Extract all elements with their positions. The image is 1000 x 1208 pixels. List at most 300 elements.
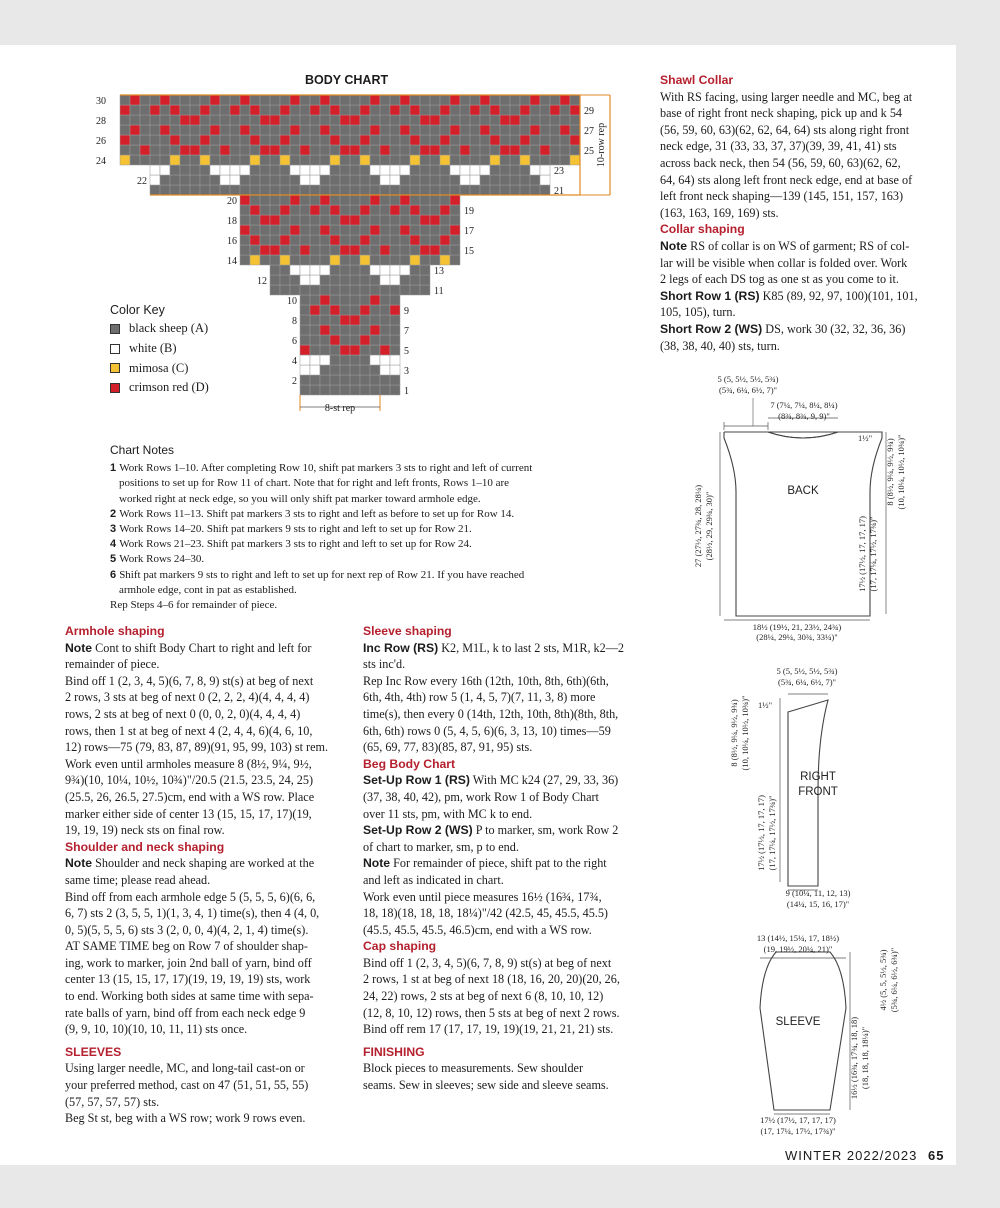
chart-cell <box>420 115 430 125</box>
chart-cell <box>260 105 270 115</box>
chart-cell <box>350 265 360 275</box>
chart-cell <box>460 165 470 175</box>
chart-cell <box>550 135 560 145</box>
row-label-right: 9 <box>404 306 409 317</box>
chart-cell <box>140 155 150 165</box>
setup-row-1-key: Set-Up Row 1 (RS) <box>363 773 470 788</box>
chart-cell <box>340 125 350 135</box>
chart-cell <box>240 95 250 105</box>
chart-cell <box>260 175 270 185</box>
page-footer <box>785 1148 944 1163</box>
chart-cell <box>240 145 250 155</box>
shoulder-text: rate balls of yarn, bind off from each neck edge 9 <box>65 1005 306 1020</box>
chart-cell <box>290 105 300 115</box>
armhole-text: Cont to shift Body Chart to right and left for <box>92 640 312 655</box>
chart-cell <box>390 205 400 215</box>
sleeves-line <box>65 1094 345 1111</box>
short-row-2-line <box>660 338 945 355</box>
chart-cell <box>280 225 290 235</box>
chart-cell <box>530 185 540 195</box>
chart-cell <box>400 115 410 125</box>
chart-cell <box>390 355 400 365</box>
back-side-b: (17, 17¼, 17½, 17¾)" <box>868 516 878 592</box>
chart-cell <box>230 155 240 165</box>
chart-cell <box>220 185 230 195</box>
chart-cell <box>250 255 260 265</box>
chart-cell <box>370 315 380 325</box>
chart-cell <box>380 375 390 385</box>
row-label-right: 27 <box>584 126 594 137</box>
chart-cell <box>180 145 190 155</box>
chart-cell <box>440 125 450 135</box>
chart-cell <box>400 185 410 195</box>
chart-cell <box>450 95 460 105</box>
sleeve-shaping-text: sts inc'd. <box>363 657 406 672</box>
chart-cell <box>390 165 400 175</box>
chart-cell <box>490 135 500 145</box>
cap-text: 24, 22) rows, 2 sts at beg of next 6 (8, 10, 10, 12) <box>363 989 604 1004</box>
chart-cell <box>490 185 500 195</box>
chart-cell <box>330 345 340 355</box>
chart-cell <box>360 195 370 205</box>
chart-cell <box>540 145 550 155</box>
chart-cell <box>460 125 470 135</box>
chart-cell <box>250 175 260 185</box>
shawl-text: (56, 59, 60, 63)(62, 62, 64, 64) sts along right front <box>660 122 910 137</box>
chart-cell <box>490 145 500 155</box>
chart-cell <box>290 265 300 275</box>
cap-text: 2 rows, 1 st at beg of next 18 (18, 16, 20, 20)(20, 26, <box>363 972 620 987</box>
chart-cell <box>420 275 430 285</box>
chart-cell <box>380 345 390 355</box>
chart-cell <box>510 105 520 115</box>
chart-cell <box>170 165 180 175</box>
chart-cell <box>340 95 350 105</box>
chart-cell <box>290 245 300 255</box>
shawl-text: left front neck shaping—139 (145, 151, 157, 163) <box>660 189 904 204</box>
front-top-a: 5 (5, 5½, 5½, 5¾) <box>776 666 838 676</box>
shawl-text: 64, 64) sts along left front neck edge, end at base of <box>660 172 913 187</box>
chart-cell <box>250 95 260 105</box>
row-label-left: 24 <box>96 156 106 167</box>
chart-cell <box>190 185 200 195</box>
chart-cell <box>160 155 170 165</box>
chart-cell <box>140 105 150 115</box>
chart-cell <box>340 145 350 155</box>
chart-cell <box>430 225 440 235</box>
chart-cell <box>260 145 270 155</box>
chart-cell <box>540 105 550 115</box>
chart-cell <box>460 95 470 105</box>
chart-cell <box>420 155 430 165</box>
chart-cell <box>370 155 380 165</box>
chart-cell <box>320 145 330 155</box>
sleeve-len-b: (18, 18, 18, 18¼)" <box>860 1026 870 1090</box>
chart-cell <box>280 145 290 155</box>
chart-cell <box>240 255 250 265</box>
cap-line <box>363 971 643 988</box>
chart-cell <box>360 315 370 325</box>
chart-cell <box>360 115 370 125</box>
chart-cell <box>260 125 270 135</box>
chart-cell <box>410 155 420 165</box>
chart-cell <box>130 135 140 145</box>
shoulder-line <box>65 971 345 988</box>
chart-cell <box>170 135 180 145</box>
sleeve-top-b: (19, 19½, 20¼, 21)" <box>763 944 833 954</box>
row-label-right: 1 <box>404 386 409 397</box>
chart-cell <box>400 165 410 175</box>
back-top-a: 5 (5, 5½, 5½, 5¾) <box>717 374 779 384</box>
shoulder-text: 0, 5)(5, 5, 5, 6) sts 3 (2, 0, 0, 4)(4, 2, 1, 4) time(s). <box>65 922 309 937</box>
chart-cell <box>440 175 450 185</box>
chart-cell <box>300 175 310 185</box>
chart-cell <box>310 125 320 135</box>
row-label-left: 26 <box>96 136 106 147</box>
chart-cell <box>210 105 220 115</box>
chart-cell <box>320 205 330 215</box>
armhole-line <box>65 706 345 723</box>
note-step-number: 4 <box>110 538 120 551</box>
chart-cell <box>470 95 480 105</box>
chart-cell <box>280 255 290 265</box>
chart-cell <box>390 385 400 395</box>
finishing-heading: FINISHING <box>363 1044 425 1059</box>
front-label-1: RIGHT <box>800 771 836 783</box>
chart-cell <box>350 105 360 115</box>
chart-cell <box>180 105 190 115</box>
chart-cell <box>180 135 190 145</box>
shoulder-line <box>65 955 345 972</box>
row-label-left: 12 <box>257 276 267 287</box>
chart-cell <box>400 205 410 215</box>
row-label-left: 28 <box>96 116 106 127</box>
chart-cell <box>390 255 400 265</box>
chart-cell <box>340 375 350 385</box>
chart-cell <box>490 155 500 165</box>
chart-cell <box>180 95 190 105</box>
chart-cell <box>420 165 430 175</box>
chart-cell <box>180 185 190 195</box>
chart-cell <box>300 265 310 275</box>
sleeve-shaping-line <box>363 739 643 756</box>
chart-cell <box>260 165 270 175</box>
setup-row-1-text: over 11 sts, pm, with MC k to end. <box>363 806 533 821</box>
chart-cell <box>360 165 370 175</box>
chart-cell <box>330 195 340 205</box>
shoulder-line <box>65 889 345 906</box>
chart-cell <box>410 255 420 265</box>
chart-cell <box>360 175 370 185</box>
chart-cell <box>330 185 340 195</box>
chart-cell <box>120 105 130 115</box>
chart-cell <box>340 315 350 325</box>
armhole-text: 12) rows—75 (79, 83, 87, 89)(91, 95, 99, 103) st rem. <box>65 740 329 755</box>
chart-cell <box>320 355 330 365</box>
chart-cell <box>320 285 330 295</box>
chart-cell <box>130 145 140 155</box>
chart-cell <box>450 235 460 245</box>
chart-cell <box>140 125 150 135</box>
note-step-continuation: positions to set up for Row 11 of chart. Note that for right and left fronts, Rows 1–10 are <box>119 477 510 490</box>
chart-cell <box>280 235 290 245</box>
chart-cell <box>170 145 180 155</box>
chart-cell <box>440 235 450 245</box>
back-armhole-b: (10, 10¼, 10½, 10¾)" <box>896 434 906 510</box>
short-row-1-key: Short Row 1 (RS) <box>660 288 760 303</box>
chart-cell <box>160 165 170 175</box>
rep-label-bottom: 8-st rep <box>324 403 356 414</box>
chart-cell <box>320 185 330 195</box>
chart-cell <box>450 105 460 115</box>
shoulder-heading: Shoulder and neck shaping <box>65 839 225 854</box>
chart-cell <box>350 305 360 315</box>
chart-cell <box>350 295 360 305</box>
sleeves-line <box>65 1077 345 1094</box>
chart-cell <box>570 125 580 135</box>
front-armhole-b: (10, 10¼, 10½, 10¾)" <box>740 695 750 771</box>
chart-cell <box>350 275 360 285</box>
chart-cell <box>260 205 270 215</box>
chart-cell <box>420 285 430 295</box>
chart-cell <box>390 335 400 345</box>
chart-cell <box>280 215 290 225</box>
chart-cell <box>510 145 520 155</box>
chart-cell <box>540 185 550 195</box>
chart-cell <box>340 245 350 255</box>
chart-cell <box>370 345 380 355</box>
chart-cell <box>300 135 310 145</box>
armhole-line <box>65 806 345 823</box>
chart-cell <box>180 165 190 175</box>
row-label-left: 10 <box>287 296 297 307</box>
chart-cell <box>340 165 350 175</box>
chart-cell <box>500 145 510 155</box>
chart-cell <box>320 305 330 315</box>
chart-cell <box>470 115 480 125</box>
chart-cell <box>250 185 260 195</box>
chart-cell <box>370 295 380 305</box>
chart-cell <box>220 165 230 175</box>
chart-cell <box>490 105 500 115</box>
chart-cell <box>320 125 330 135</box>
chart-cell <box>370 165 380 175</box>
chart-cell <box>180 115 190 125</box>
chart-cell <box>340 345 350 355</box>
chart-cell <box>360 285 370 295</box>
chart-cell <box>410 185 420 195</box>
cap-line <box>363 1021 643 1038</box>
shoulder-text: center 13 (15, 15, 17, 17)(19, 19, 19, 19) sts, work <box>65 972 311 987</box>
note-step-text: Work Rows 24–30. <box>119 553 205 566</box>
back-neck-a: 7 (7¼, 7¼, 8¼, 8¼) <box>770 400 838 410</box>
shoulder-line <box>65 872 345 889</box>
armhole-text: Bind off 1 (2, 3, 4, 5)(6, 7, 8, 9) st(s) at beg of next <box>65 673 314 688</box>
shawl-line <box>660 155 945 172</box>
setup-row-2-text: P to marker, sm, work Row 2 <box>472 823 619 838</box>
chart-cell <box>220 115 230 125</box>
body-note-text: (45.5, 45.5, 45.5, 46.5)cm, end with a WS row. <box>363 922 592 937</box>
note-step-text: Work Rows 11–13. Shift pat markers 3 sts to right and left as before to set up for Row 14. <box>119 507 515 520</box>
chart-cell <box>390 185 400 195</box>
chart-cell <box>370 135 380 145</box>
front-width-b: (14¼, 15, 16, 17)" <box>786 899 850 909</box>
chart-cell <box>360 365 370 375</box>
chart-cell <box>390 235 400 245</box>
armhole-line <box>65 789 345 806</box>
chart-cell <box>440 145 450 155</box>
chart-cell <box>370 225 380 235</box>
chart-cell <box>300 235 310 245</box>
shawl-line <box>660 89 945 106</box>
finishing-line <box>363 1077 643 1094</box>
chart-cell <box>310 245 320 255</box>
color-key-label: white (B) <box>129 341 177 356</box>
chart-cell <box>320 375 330 385</box>
chart-cell <box>340 195 350 205</box>
chart-cell <box>400 235 410 245</box>
chart-cell <box>560 145 570 155</box>
chart-cell <box>270 285 280 295</box>
chart-cell <box>520 145 530 155</box>
chart-cell <box>290 195 300 205</box>
shoulder-line <box>65 938 345 955</box>
chart-cell <box>390 365 400 375</box>
chart-cell <box>220 155 230 165</box>
sleeves-text: (57, 57, 57, 57) sts. <box>65 1094 160 1109</box>
shoulder-line <box>65 1021 345 1038</box>
chart-cell <box>380 205 390 215</box>
chart-cell <box>320 225 330 235</box>
chart-cell <box>210 135 220 145</box>
chart-cell <box>310 285 320 295</box>
chart-cell <box>240 235 250 245</box>
chart-cell <box>270 135 280 145</box>
row-label-right: 23 <box>554 166 564 177</box>
chart-cell <box>260 245 270 255</box>
short-row-2-text: (38, 38, 40, 40) sts, turn. <box>660 338 780 353</box>
row-label-left: 4 <box>292 356 297 367</box>
chart-cell <box>310 385 320 395</box>
chart-cell <box>310 115 320 125</box>
armhole-line <box>65 689 345 706</box>
chart-cell <box>340 235 350 245</box>
chart-cell <box>420 175 430 185</box>
chart-cell <box>330 365 340 375</box>
chart-cell <box>330 275 340 285</box>
chart-cell <box>310 375 320 385</box>
chart-cell <box>240 205 250 215</box>
chart-cell <box>150 185 160 195</box>
chart-cell <box>380 105 390 115</box>
sleeve-bottom-b: (17, 17¼, 17½, 17¾)" <box>760 1126 836 1136</box>
chart-cell <box>280 155 290 165</box>
chart-cell <box>180 175 190 185</box>
chart-cell <box>520 115 530 125</box>
chart-cell <box>310 215 320 225</box>
chart-cell <box>310 175 320 185</box>
chart-cell <box>350 385 360 395</box>
chart-cell <box>220 145 230 155</box>
short-row-2-line <box>660 321 945 338</box>
chart-cell <box>330 315 340 325</box>
chart-cell <box>420 215 430 225</box>
chart-cell <box>440 155 450 165</box>
shawl-collar-text <box>660 89 945 222</box>
chart-cell <box>300 285 310 295</box>
chart-cell <box>370 355 380 365</box>
sleeve-shaping-heading: Sleeve shaping <box>363 624 452 638</box>
chart-cell <box>410 95 420 105</box>
beg-body-heading: Beg Body Chart <box>363 756 456 771</box>
cap-text <box>363 955 643 1038</box>
chart-cell <box>390 225 400 235</box>
chart-cell <box>450 135 460 145</box>
chart-cell <box>310 235 320 245</box>
chart-cell <box>470 125 480 135</box>
chart-cell <box>430 145 440 155</box>
chart-cell <box>250 245 260 255</box>
sleeves-text <box>65 1060 345 1126</box>
shoulder-line <box>65 905 345 922</box>
chart-cell <box>450 215 460 225</box>
setup-row-1-line <box>363 789 643 806</box>
chart-cell <box>530 125 540 135</box>
sleeve-shaping-line <box>363 656 643 673</box>
sleeve-label: SLEEVE <box>775 1016 821 1028</box>
collar-note-text: lar will be visible when collar is folded over. Work <box>660 255 908 270</box>
chart-cell <box>250 155 260 165</box>
back-top-b: (5¾, 6¼, 6½, 7)" <box>718 385 778 395</box>
chart-cell <box>140 145 150 155</box>
color-key-item <box>110 358 310 378</box>
rep-label-side: 10-row rep <box>596 122 607 168</box>
chart-cell <box>300 165 310 175</box>
chart-cell <box>160 135 170 145</box>
chart-cell <box>350 235 360 245</box>
chart-cell <box>170 115 180 125</box>
chart-cell <box>380 265 390 275</box>
chart-cell <box>430 135 440 145</box>
chart-cell <box>430 205 440 215</box>
chart-cell <box>430 195 440 205</box>
chart-cell <box>480 115 490 125</box>
chart-cell <box>230 135 240 145</box>
chart-cell <box>500 165 510 175</box>
chart-cell <box>220 125 230 135</box>
chart-cell <box>310 305 320 315</box>
chart-cell <box>150 135 160 145</box>
chart-cell <box>510 175 520 185</box>
chart-cell <box>400 265 410 275</box>
chart-notes-steps <box>110 461 590 598</box>
chart-cell <box>340 325 350 335</box>
row-label-left: 8 <box>292 316 297 327</box>
short-row-1-text: K85 (89, 92, 97, 100)(101, 101, <box>759 288 918 303</box>
chart-cell <box>330 215 340 225</box>
chart-cell <box>300 95 310 105</box>
chart-cell <box>420 185 430 195</box>
chart-cell <box>200 165 210 175</box>
chart-cell <box>420 195 430 205</box>
setup-row-2-key: Set-Up Row 2 (WS) <box>363 823 473 838</box>
chart-cell <box>190 155 200 165</box>
note-step-number: 6 <box>110 568 120 581</box>
chart-cell <box>380 125 390 135</box>
chart-cell <box>390 315 400 325</box>
sleeves-text: your preferred method, cast on 47 (51, 51, 55, 55) <box>65 1078 309 1093</box>
chart-cell <box>360 215 370 225</box>
